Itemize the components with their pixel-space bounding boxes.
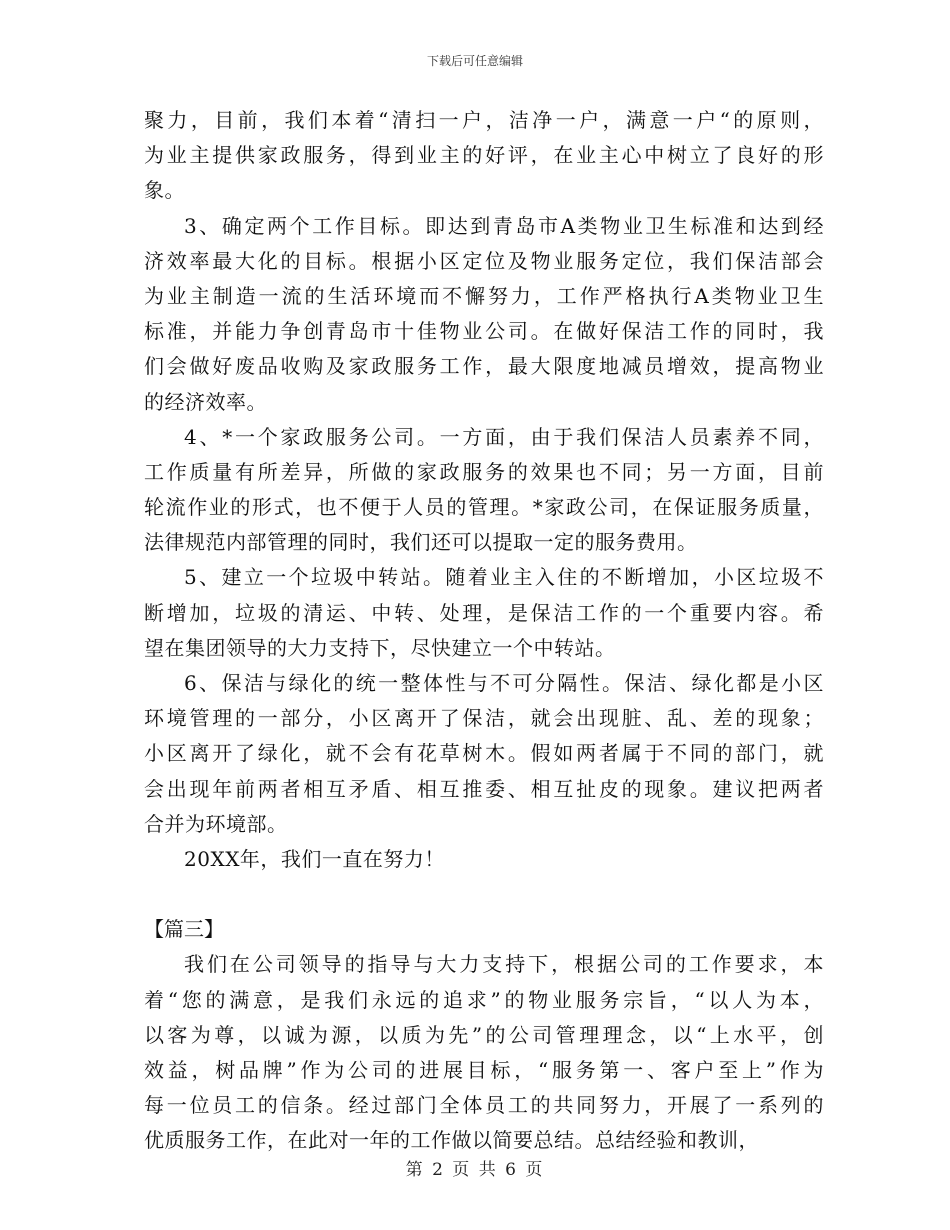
paragraph-line: 以客为尊，以诚为源，以质为先”的公司管理理念，以“上水平，创 <box>144 1022 824 1047</box>
paragraph-line: 济效率最大化的目标。根据小区定位及物业服务定位，我们保洁部会 <box>144 248 824 273</box>
paragraph <box>144 947 824 1158</box>
paragraph <box>144 420 824 561</box>
paragraphs-after <box>144 947 824 1158</box>
paragraph-line: 标准，并能力争创青岛市十佳物业公司。在做好保洁工作的同时，我 <box>144 319 824 344</box>
paragraph-line: 效益，树品牌”作为公司的进展目标，“服务第一、客户至上”作为 <box>144 1057 824 1082</box>
paragraph-line: 优质服务工作，在此对一年的工作做以简要总结。总结经验和教训， <box>144 1128 759 1153</box>
document-body <box>144 103 824 1158</box>
paragraph-line: 3、确定两个工作目标。即达到青岛市A类物业卫生标准和达到经 <box>184 213 824 238</box>
paragraphs-before <box>144 103 824 877</box>
section-title: 【篇三】 <box>144 917 224 942</box>
section-gap <box>144 877 824 912</box>
paragraph-line: 为业主提供家政服务，得到业主的好评，在业主心中树立了良好的形 <box>144 143 824 168</box>
paragraph <box>144 103 824 209</box>
paragraph-line: 4、*一个家政服务公司。一方面，由于我们保洁人员素养不同， <box>184 424 824 449</box>
paragraph-line: 象。 <box>144 178 185 203</box>
paragraph <box>144 560 824 666</box>
paragraph-line: 着“您的满意，是我们永远的追求”的物业服务宗旨，“以人为本， <box>144 987 824 1012</box>
paragraph <box>144 209 824 420</box>
paragraph-line: 我们在公司领导的指导与大力支持下，根据公司的工作要求，本 <box>184 952 824 977</box>
paragraph-line: 为业主制造一流的生活环境而不懈努力，工作严格执行A类物业卫生 <box>144 283 824 308</box>
paragraph-line: 望在集团领导的大力支持下，尽快建立一个中转站。 <box>144 635 616 660</box>
paragraph-line: 合并为环境部。 <box>144 811 288 836</box>
paragraph-line: 20XX年，我们一直在努力！ <box>184 846 445 871</box>
paragraph <box>144 666 824 842</box>
paragraph-line: 每一位员工的信条。经过部门全体员工的共同努力，开展了一系列的 <box>144 1093 824 1118</box>
paragraph-line: 断增加，垃圾的清运、中转、处理，是保洁工作的一个重要内容。希 <box>144 600 824 625</box>
paragraph-line: 5、建立一个垃圾中转站。随着业主入住的不断增加，小区垃圾不 <box>184 565 824 590</box>
paragraph-line: 小区离开了绿化，就不会有花草树木。假如两者属于不同的部门，就 <box>144 741 824 766</box>
paragraph-line: 工作质量有所差异，所做的家政服务的效果也不同；另一方面，目前 <box>144 459 824 484</box>
paragraph-line: 法律规范内部管理的同时，我们还可以提取一定的服务费用。 <box>144 530 698 555</box>
paragraph-line: 会出现年前两者相互矛盾、相互推委、相互扯皮的现象。建议把两者 <box>144 776 824 801</box>
paragraph-line: 们会做好废品收购及家政服务工作，最大限度地减员增效，提高物业 <box>144 354 824 379</box>
paragraph-line: 聚力，目前，我们本着“清扫一户，洁净一户，满意一户“的原则， <box>144 108 824 132</box>
page-header: 下载后可任意编辑 <box>426 54 523 68</box>
paragraph-line: 环境管理的一部分，小区离开了保洁，就会出现脏、乱、差的现象； <box>144 706 824 731</box>
page-footer: 第 2 页 共 6 页 <box>405 1160 545 1180</box>
paragraph-line: 轮流作业的形式，也不便于人员的管理。*家政公司，在保证服务质量， <box>144 495 824 520</box>
paragraph <box>144 842 824 877</box>
paragraph-line: 6、保洁与绿化的统一整体性与不可分隔性。保洁、绿化都是小区 <box>184 671 824 695</box>
paragraph-line: 的经济效率。 <box>144 389 267 414</box>
